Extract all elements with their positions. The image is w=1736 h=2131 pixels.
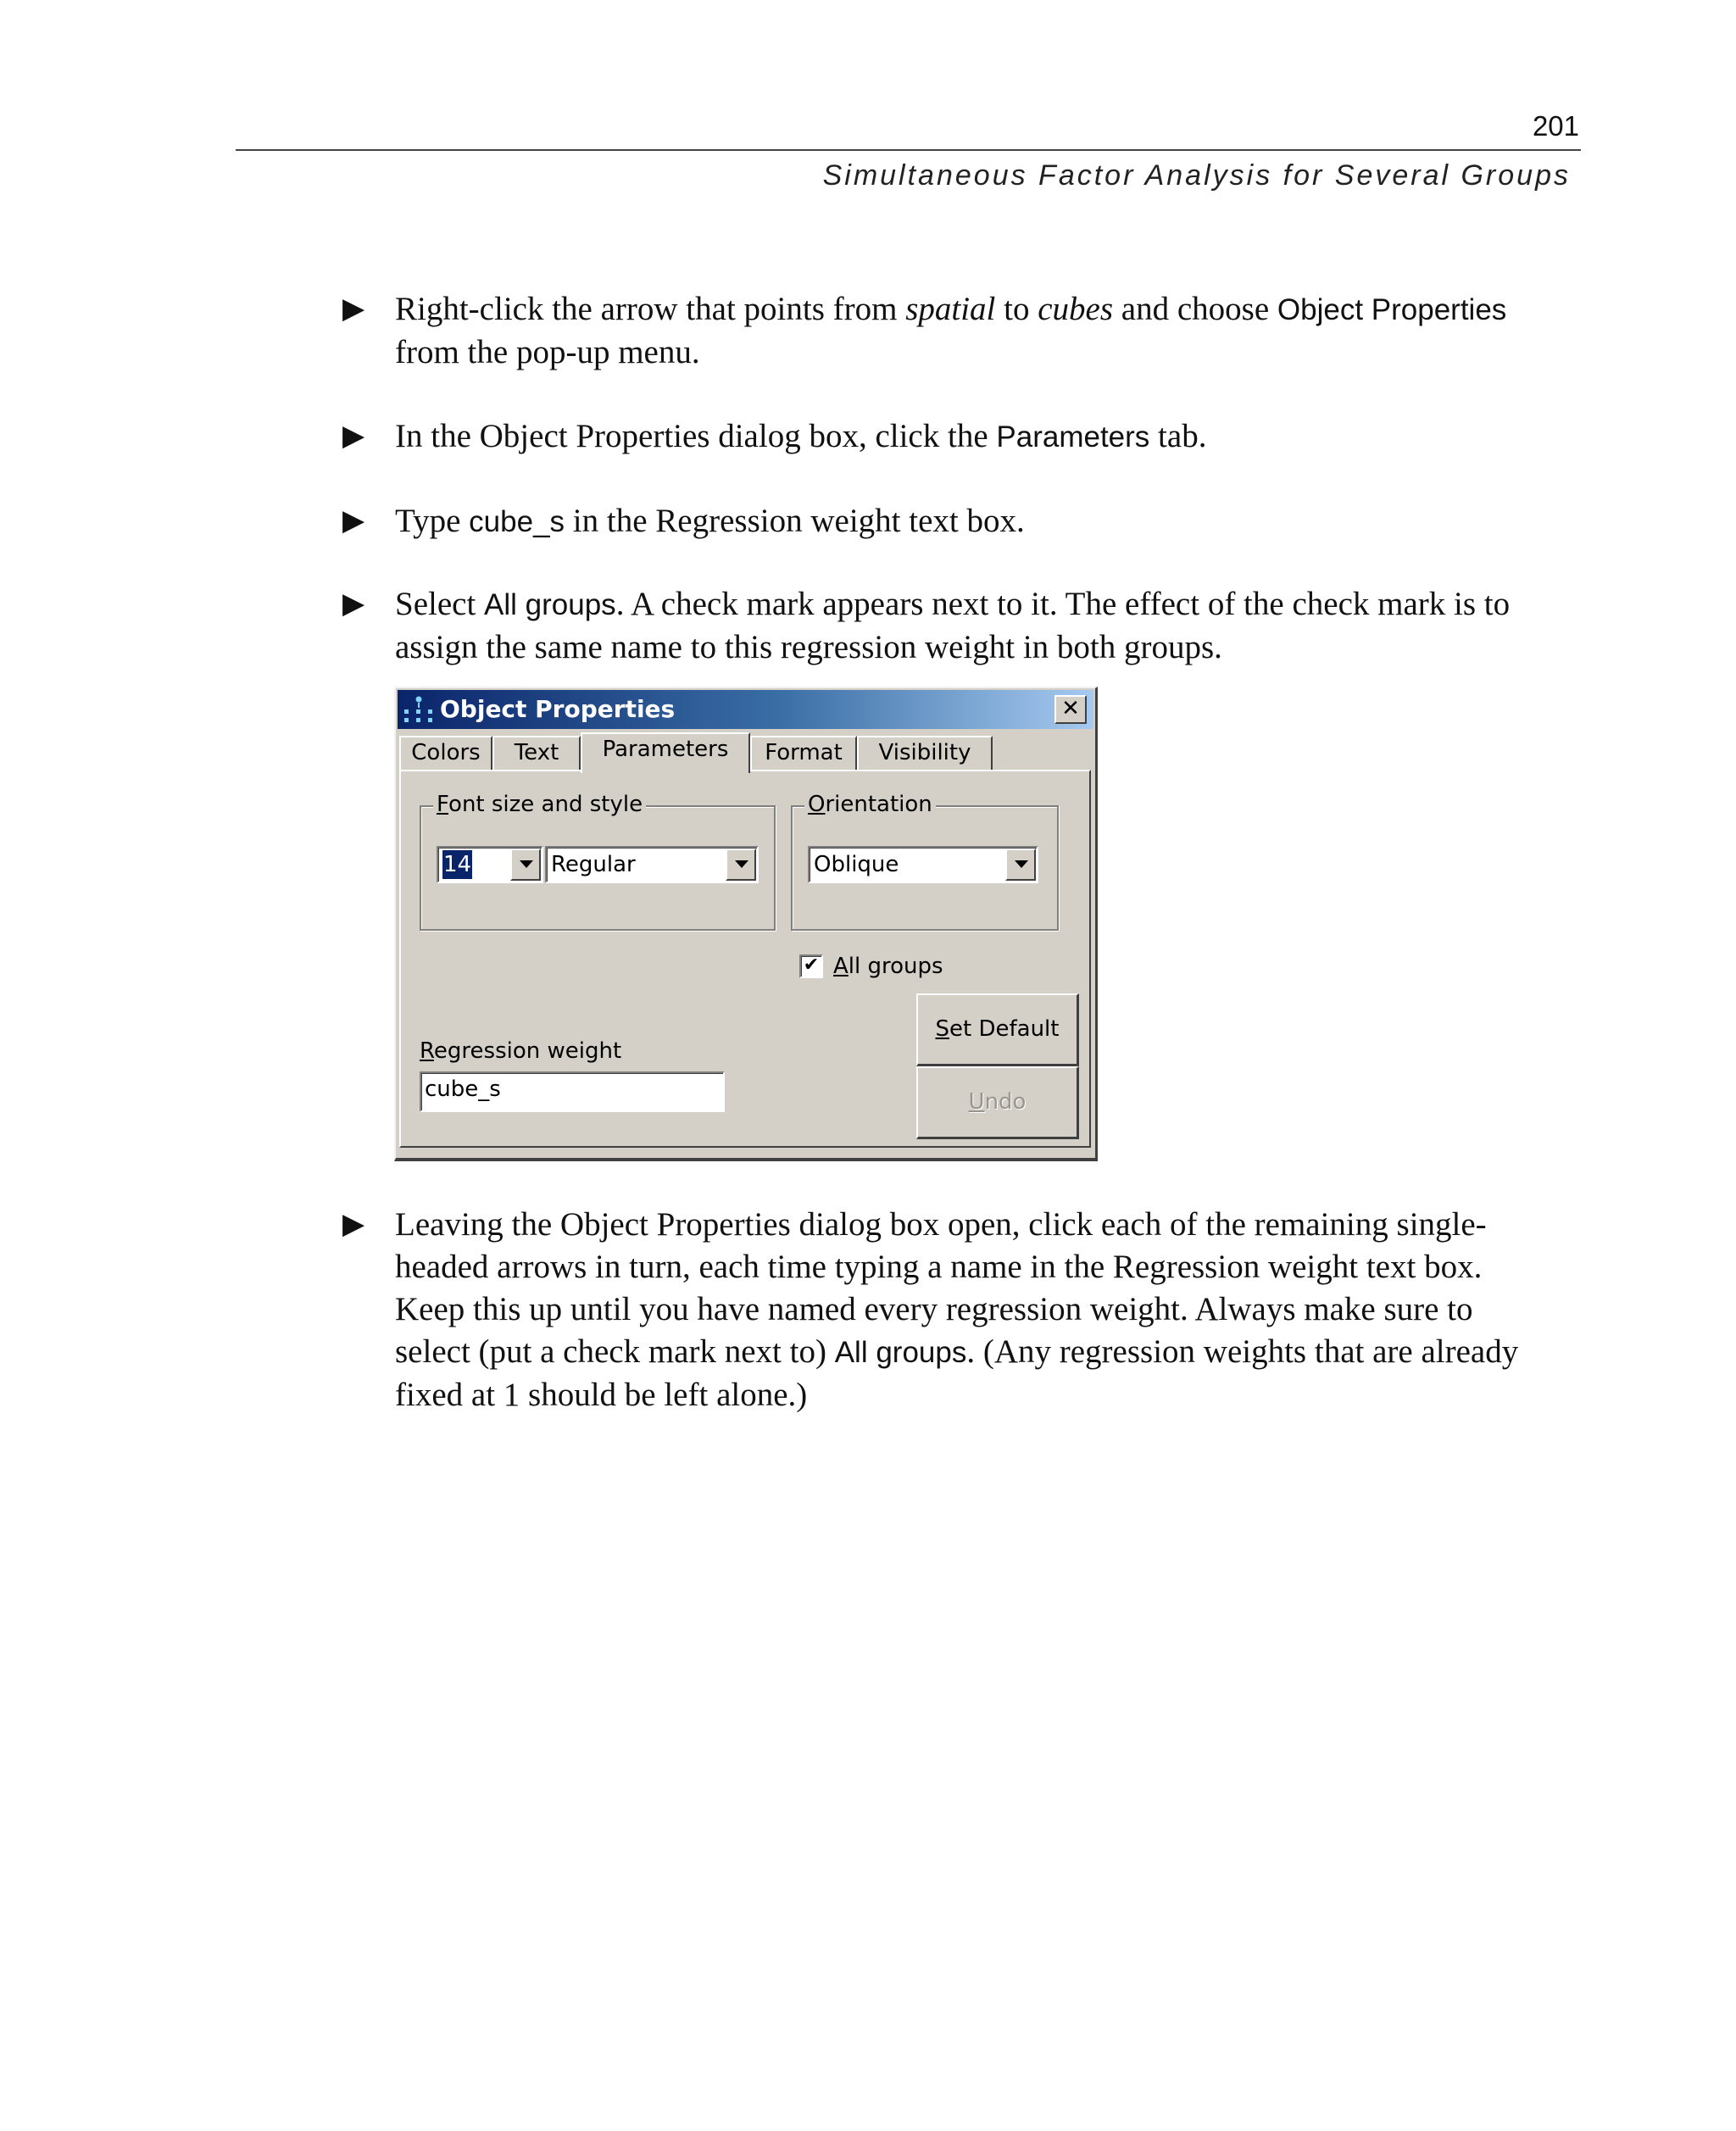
dialog-title: Object Properties xyxy=(440,695,676,723)
step-5-bullet: ▶ xyxy=(342,1209,365,1240)
font-style-select[interactable] xyxy=(545,846,759,883)
step-2-bullet: ▶ xyxy=(342,420,365,452)
page-number: 201 xyxy=(1532,110,1579,142)
orientation-value: Oblique xyxy=(814,852,899,877)
chevron-down-icon[interactable] xyxy=(1005,849,1036,881)
check-icon: ✔ xyxy=(803,954,820,976)
header-rule xyxy=(236,149,1581,151)
chevron-down-icon[interactable] xyxy=(510,849,541,881)
option-reference: All groups xyxy=(484,588,616,621)
step-2-text: In the Object Properties dialog box, click the Parameters tab. xyxy=(395,418,1207,454)
step-3-text: Type cube_s in the Regression weight text box. xyxy=(395,503,1025,539)
spatial-term: spatial xyxy=(905,291,996,327)
close-icon: ✕ xyxy=(1061,696,1080,721)
step-5-text: Leaving the Object Properties dialog box open, click each of the remaining single- headed arrows in turn, each time typing a name in the Regression weight text box. Keep this up until you have named every regression weight. Always make sure to select (put a check mark next to) All groups. (Any regression weights that are already fixed at 1 should be left alone.) xyxy=(395,1206,1519,1413)
tab-visibility[interactable]: Visibility xyxy=(857,736,993,770)
font-style-value: Regular xyxy=(551,852,636,877)
set-default-button[interactable]: Set Default xyxy=(916,993,1079,1066)
step-4-text: Select All groups. A check mark appears next to it. The effect of the check mark is to assign the same name to this regression weight in both groups. xyxy=(395,586,1511,665)
all-groups-label[interactable]: All groups xyxy=(833,954,943,979)
font-size-style-label: Font size and style xyxy=(433,790,646,819)
regression-weight-input[interactable]: cube_s xyxy=(420,1071,725,1112)
step-4-bullet: ▶ xyxy=(342,588,365,620)
menu-command: Object Properties xyxy=(1277,293,1507,326)
dialog-titlebar[interactable] xyxy=(398,690,1093,729)
regression-weight-label: Regression weight xyxy=(420,1038,622,1064)
all-groups-checkbox[interactable] xyxy=(799,954,823,978)
step-1-text: Right-click the arrow that points from spatial to cubes and choose Object Properties from the pop-up menu. xyxy=(395,291,1507,370)
value-reference: cube_s xyxy=(469,505,565,538)
tab-reference: Parameters xyxy=(996,420,1150,453)
tab-colors[interactable]: Colors xyxy=(399,736,492,770)
step-1-bullet: ▶ xyxy=(342,293,365,325)
tab-parameters[interactable]: Parameters xyxy=(581,732,750,773)
orientation-label: Orientation xyxy=(804,790,936,819)
tab-format[interactable]: Format xyxy=(750,736,857,770)
object-properties-dialog xyxy=(394,687,1098,1161)
close-button[interactable] xyxy=(1054,695,1087,724)
chevron-down-icon[interactable] xyxy=(726,849,756,881)
orientation-select[interactable] xyxy=(808,846,1038,883)
font-size-select[interactable] xyxy=(437,846,543,883)
path-diagram-icon xyxy=(402,695,436,726)
option-reference: All groups xyxy=(834,1336,967,1369)
running-head: Simultaneous Factor Analysis for Several Groups xyxy=(822,159,1571,192)
undo-button[interactable]: Undo xyxy=(916,1066,1079,1139)
cubes-term: cubes xyxy=(1038,291,1114,327)
tab-text[interactable]: Text xyxy=(492,736,581,770)
font-size-value: 14 xyxy=(443,852,472,877)
step-3-bullet: ▶ xyxy=(342,505,365,537)
parameters-panel xyxy=(399,770,1091,1148)
font-size-style-group xyxy=(420,792,776,931)
orientation-group xyxy=(791,792,1059,931)
